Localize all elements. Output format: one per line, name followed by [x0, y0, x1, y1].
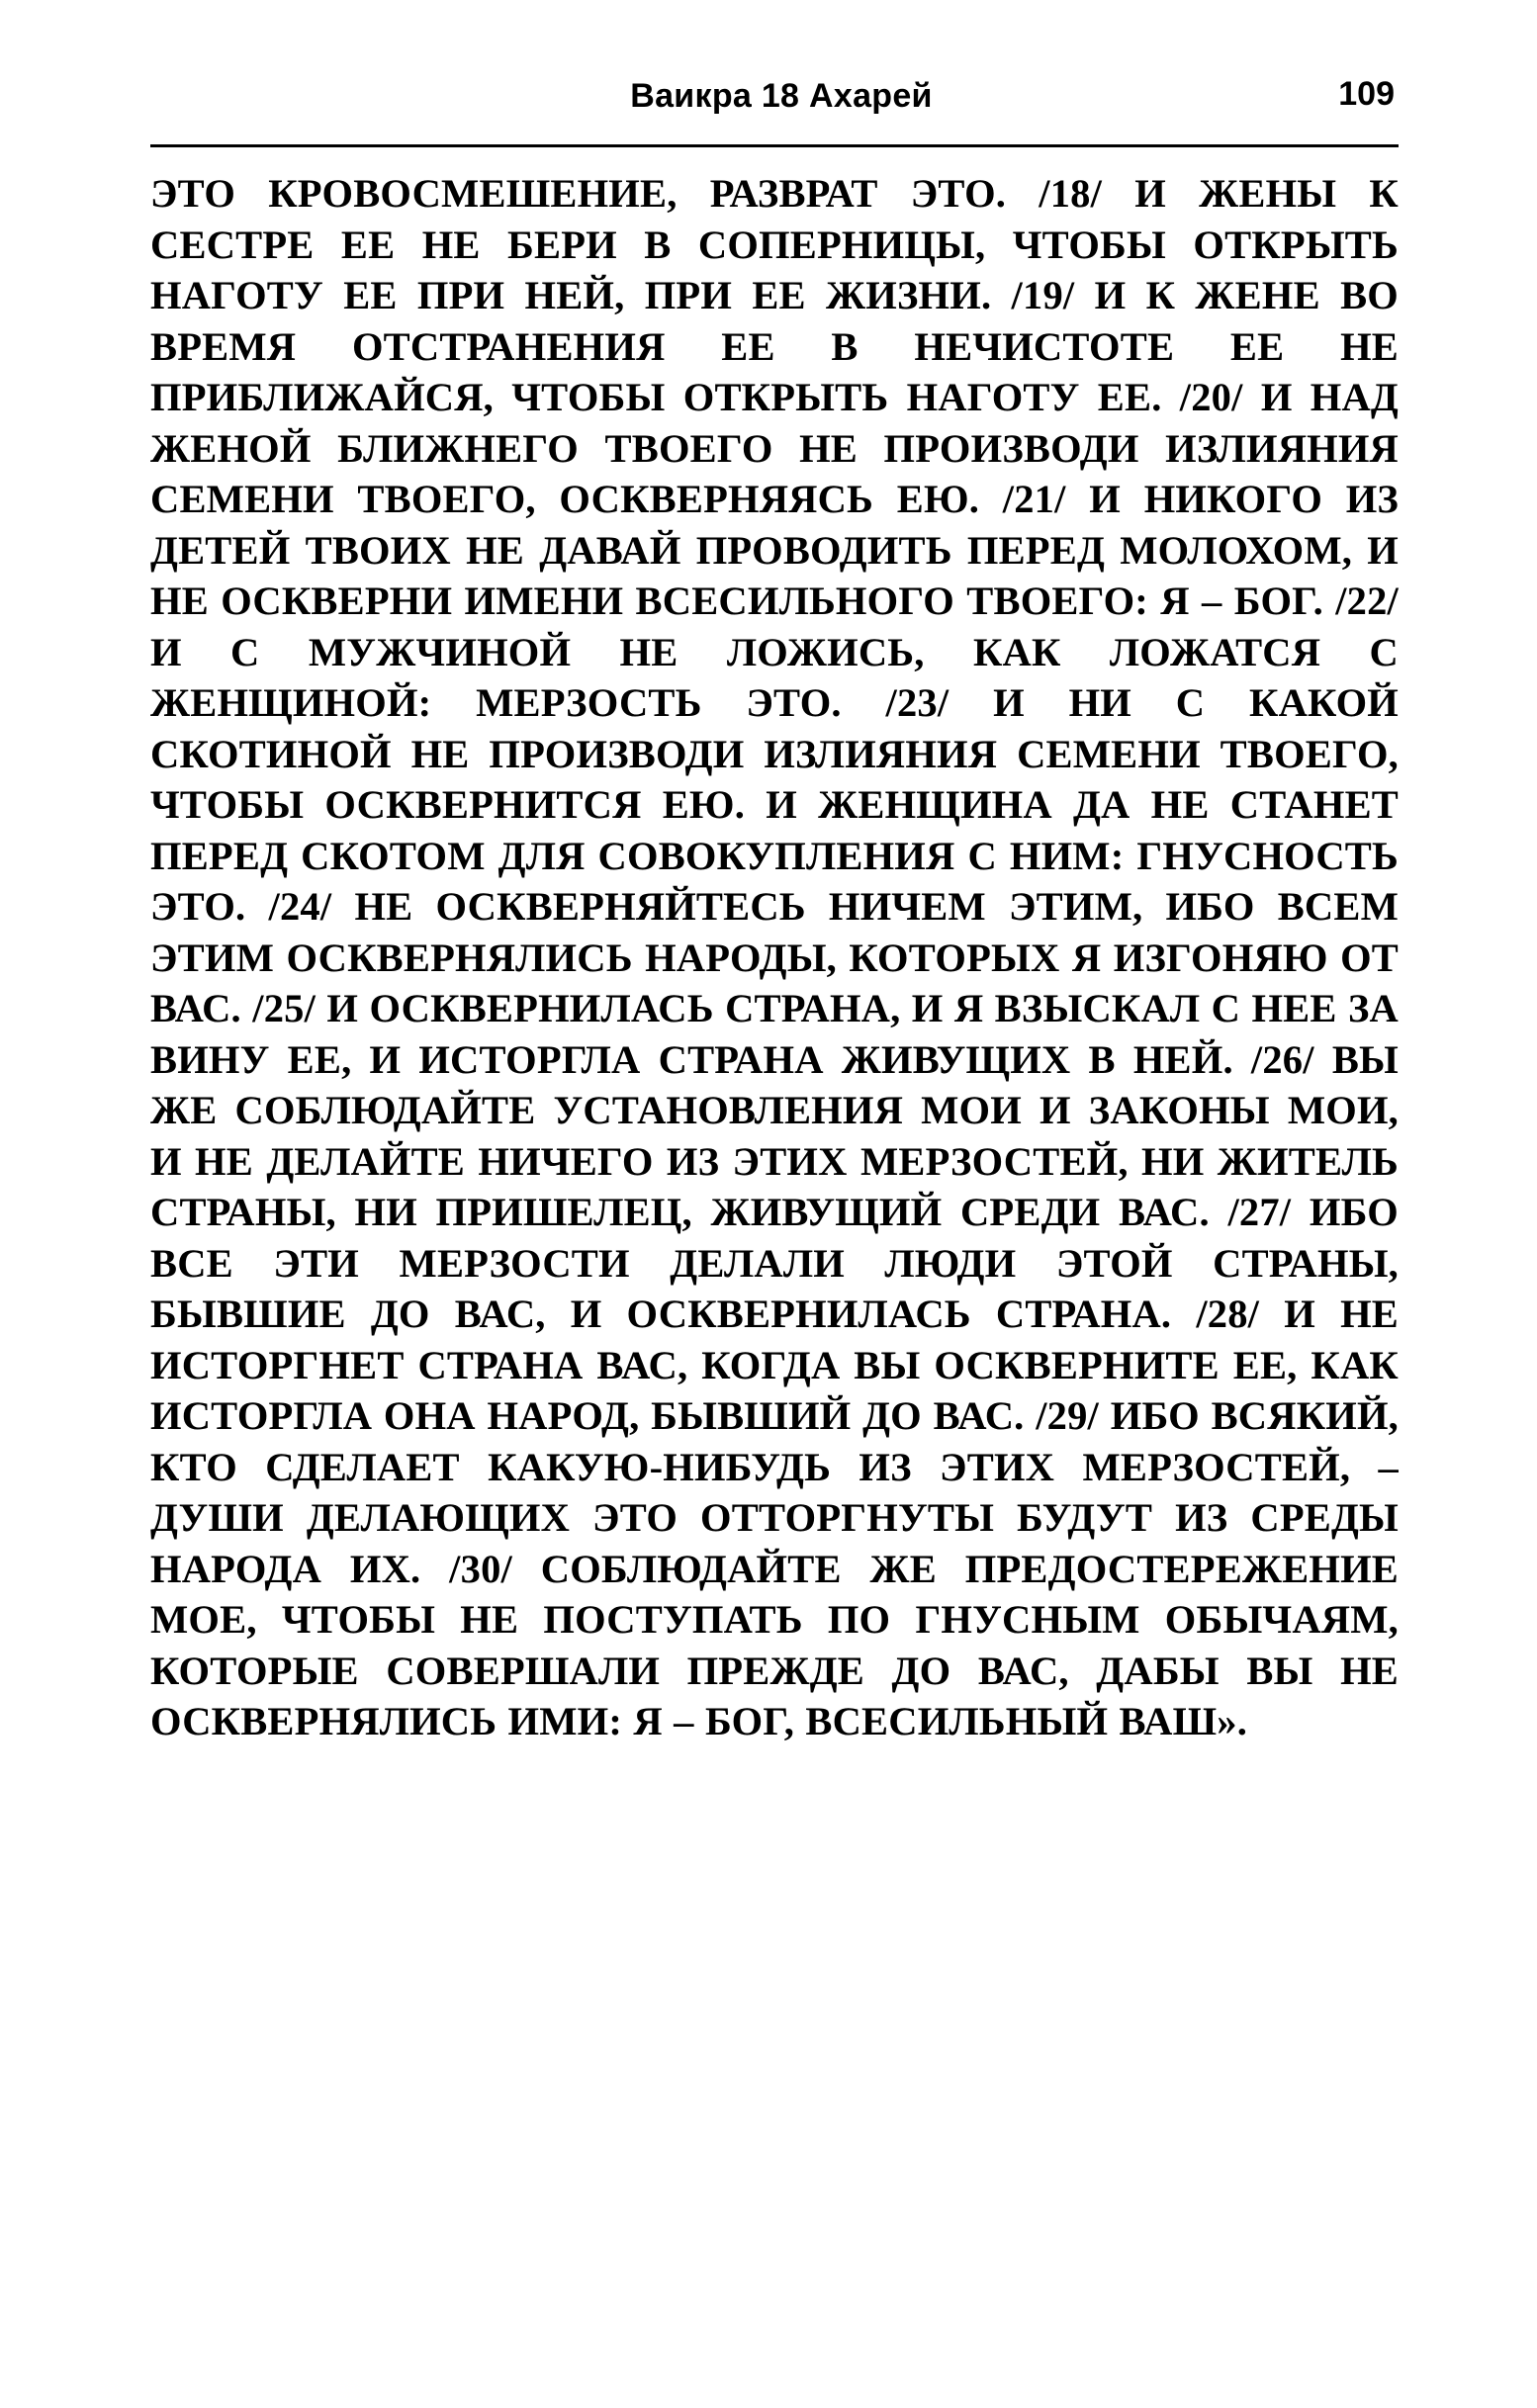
- header-divider: [150, 144, 1399, 147]
- page-number: 109: [1338, 75, 1395, 113]
- page-header: [168, 77, 1395, 116]
- running-head-title: Ваикра 18 Ахарей: [630, 77, 933, 115]
- body-paragraph: ЭТО КРОВОСМЕШЕНИЕ, РАЗВРАТ ЭТО. /18/ И ЖЕНЫ К СЕСТРЕ ЕЕ НЕ БЕРИ В СОПЕРНИЦЫ, ЧТОБЫ ОТКРЫТЬ НАГОТУ ЕЕ ПРИ НЕЙ, ПРИ ЕЕ ЖИЗНИ. /19/ И К ЖЕНЕ ВО ВРЕМЯ ОТСТРАНЕНИЯ ЕЕ В НЕЧИСТОТЕ ЕЕ НЕ ПРИБЛИЖАЙСЯ, ЧТОБЫ ОТКРЫТЬ НАГОТУ ЕЕ. /20/ И НАД ЖЕНОЙ БЛИЖНЕГО ТВОЕГО НЕ ПРОИЗВОДИ ИЗЛИЯНИЯ СЕМЕНИ ТВОЕГО, ОСКВЕРНЯЯСЬ ЕЮ. /21/ И НИКОГО ИЗ ДЕТЕЙ ТВОИХ НЕ ДАВАЙ ПРОВОДИТЬ ПЕРЕД МОЛОХОМ, И НЕ ОСКВЕРНИ ИМЕНИ ВСЕСИЛЬНОГО ТВОЕГО: Я – БОГ. /22/ И С МУЖЧИНОЙ НЕ ЛОЖИСЬ, КАК ЛОЖАТСЯ С ЖЕНЩИНОЙ: МЕРЗОСТЬ ЭТО. /23/ И НИ С КАКОЙ СКОТИНОЙ НЕ ПРОИЗВОДИ ИЗЛИЯНИЯ СЕМЕНИ ТВОЕГО, ЧТОБЫ ОСКВЕРНИТСЯ ЕЮ. И ЖЕНЩИНА ДА НЕ СТАНЕТ ПЕРЕД СКОТОМ ДЛЯ СОВОКУПЛЕНИЯ С НИМ: ГНУСНОСТЬ ЭТО. /24/ НЕ ОСКВЕРНЯЙТЕСЬ НИЧЕМ ЭТИМ, ИБО ВСЕМ ЭТИМ ОСКВЕРНЯЛИСЬ НАРОДЫ, КОТОРЫХ Я ИЗГОНЯЮ ОТ ВАС. /25/ И ОСКВЕРНИЛАСЬ СТРАНА, И Я ВЗЫСКАЛ С НЕЕ ЗА ВИНУ ЕЕ, И ИСТОРГЛА СТРАНА ЖИВУЩИХ В НЕЙ. /26/ ВЫ ЖЕ СОБЛЮДАЙТЕ УСТАНОВЛЕНИЯ МОИ И ЗАКОНЫ МОИ, И НЕ ДЕЛАЙТЕ НИЧЕГО ИЗ ЭТИХ МЕРЗОСТЕЙ, НИ ЖИТЕЛЬ СТРАНЫ, НИ ПРИШЕЛЕЦ, ЖИВУЩИЙ СРЕДИ ВАС. /27/ ИБО ВСЕ ЭТИ МЕРЗОСТИ ДЕЛАЛИ ЛЮДИ ЭТОЙ СТРАНЫ, БЫВШИЕ ДО ВАС, И ОСКВЕРНИЛАСЬ СТРАНА. /28/ И НЕ ИСТОРГНЕТ СТРАНА ВАС, КОГДА ВЫ ОСКВЕРНИТЕ ЕЕ, КАК ИСТОРГЛА ОНА НАРОД, БЫВШИЙ ДО ВАС. /29/ ИБО ВСЯКИЙ, КТО СДЕЛАЕТ КАКУЮ-НИБУДЬ ИЗ ЭТИХ МЕРЗОСТЕЙ, – ДУШИ ДЕЛАЮЩИХ ЭТО ОТТОРГНУТЫ БУДУТ ИЗ СРЕДЫ НАРОДА ИХ. /30/ СОБЛЮДАЙТЕ ЖЕ ПРЕДОСТЕРЕЖЕНИЕ МОЕ, ЧТОБЫ НЕ ПОСТУПАТЬ ПО ГНУСНЫМ ОБЫЧАЯМ, КОТОРЫЕ СОВЕРШАЛИ ПРЕЖДЕ ДО ВАС, ДАБЫ ВЫ НЕ ОСКВЕРНЯЛИСЬ ИМИ: Я – БОГ, ВСЕСИЛЬНЫЙ ВАШ».: [150, 171, 1399, 1743]
- page-body-text: [150, 168, 1399, 1747]
